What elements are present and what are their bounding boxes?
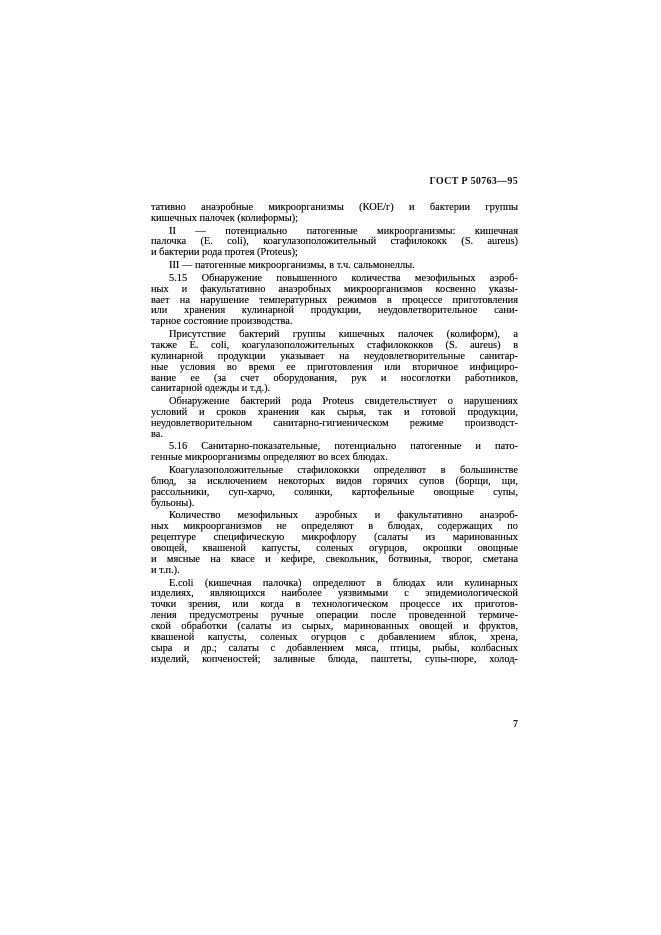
text-line: и т.п.). [151,564,180,576]
text-line: III — патогенные микроорганизмы, в т.ч. сальмонеллы. [169,260,415,272]
text-line: и мясные на квасе и кефире, свекольник, ботвинья, творог, сметана [151,553,518,565]
text-line: ской обработки (салаты из сырых, маринованных овощей и фруктов, [151,621,518,633]
text-line: вает на нарушение температурных режимов в процессе приготовления [151,294,518,306]
text-line: бульоны). [151,497,195,509]
text-line: тативно анаэробные микроорганизмы (КОЕ/г) и бактерии группы [151,202,518,213]
text-line: ных микроорганизмов не определяют в блюдах, содержащих по [151,521,518,533]
text-line: изделиях, являющихся наиболее уязвимыми с эпидемиологической [151,588,518,600]
text-line: II — потенциально патогенные микроорганизмы: кишечная [169,225,518,237]
text-line: квашеной капусты, соленых огурцов с добавлением яблок, хрена, [151,632,518,644]
document-header: ГОСТ Р 50763—95 [429,176,518,187]
text-line: изделий, копченостей; заливные блюда, паштеты, супы-пюре, холод- [151,653,518,665]
paragraph [151,227,518,260]
text-line: санитарной одежды и т.д.). [151,383,271,395]
paragraph [151,442,518,464]
paragraph [151,397,518,441]
text-line: ные условия во время ее приготовления или вторичное инфициро- [151,361,518,373]
text-line: Обнаружение бактерий рода Proteus свидетельствует о нарушениях [169,396,518,408]
text-line: и бактерии рода протея (Proteus); [151,247,298,259]
text-line: овощей, квашеной капусты, соленых огурцов, окрошки овощные [151,543,518,555]
text-line: кулинарной продукции указывает на неудовлетворительные санитар- [151,350,518,362]
text-line: рецептуре специфическую микрофлору (салаты из маринованных [151,532,518,544]
text-line: или хранения кулинарной продукции, неудовлетворительное сани- [151,305,518,317]
text-line: ва. [151,428,163,440]
text-line: тарное состояние производства. [151,316,293,328]
paragraph [151,203,518,225]
text-line: 5.16 Санитарно-показательные, потенциально патогенные и пато- [169,441,518,453]
paragraph [151,579,518,666]
text-line: E.coli (кишечная палочка) определяют в блюдах или кулинарных [169,577,518,589]
text-line: вание ее (за счет оборудования, рук и носоглотки работников, [151,372,518,384]
text-line: кишечных палочек (колиформы); [151,212,299,224]
text-line: блюд, за исключением некоторых видов горячих супов (борщи, щи, [151,475,518,487]
paragraph [151,261,518,272]
paragraph [151,466,518,510]
document-body [151,203,518,666]
text-line: также E. coli, коагулазоположительных стафилококков (S. aureus) в [151,339,518,351]
text-line: условий и сроков хранения как сырья, так и готовой продукции, [151,407,518,419]
text-line: неудовлетворительном санитарно-гигиеническом режиме производст- [151,417,518,429]
page-number: 7 [513,719,518,730]
text-line: точки зрения, или когда в технологическом процессе их приготов- [151,599,518,611]
paragraph [151,330,518,395]
text-line: Коагулазоположительные стафилококки определяют в большинстве [169,465,518,477]
paragraph [151,511,518,576]
text-line: ления предусмотрены ручные операции после проведенной термиче- [151,610,518,622]
text-line: палочка (E. coli), коагулазоположительный стафилококк (S. aureus) [151,236,518,248]
text-line: 5.15 Обнаружение повышенного количества мезофильных аэроб- [169,272,518,284]
paragraph [151,274,518,328]
text-line: Присутствие бактерий группы кишечных палочек (колиформ), а [169,328,518,340]
text-line: рассольники, суп-харчо, солянки, картофельные овощные супы, [151,486,518,498]
text-line: генные микроорганизмы определяют во всех блюдах. [151,452,388,464]
text-line: сыра и др.; салаты с добавлением мяса, птицы, рыбы, колбасных [151,642,518,654]
text-line: ных и факультативно анаэробных микроорганизмов косвенно указы- [151,283,518,295]
text-line: Количество мезофильных аэробных и факультативно анаэроб- [169,510,518,522]
